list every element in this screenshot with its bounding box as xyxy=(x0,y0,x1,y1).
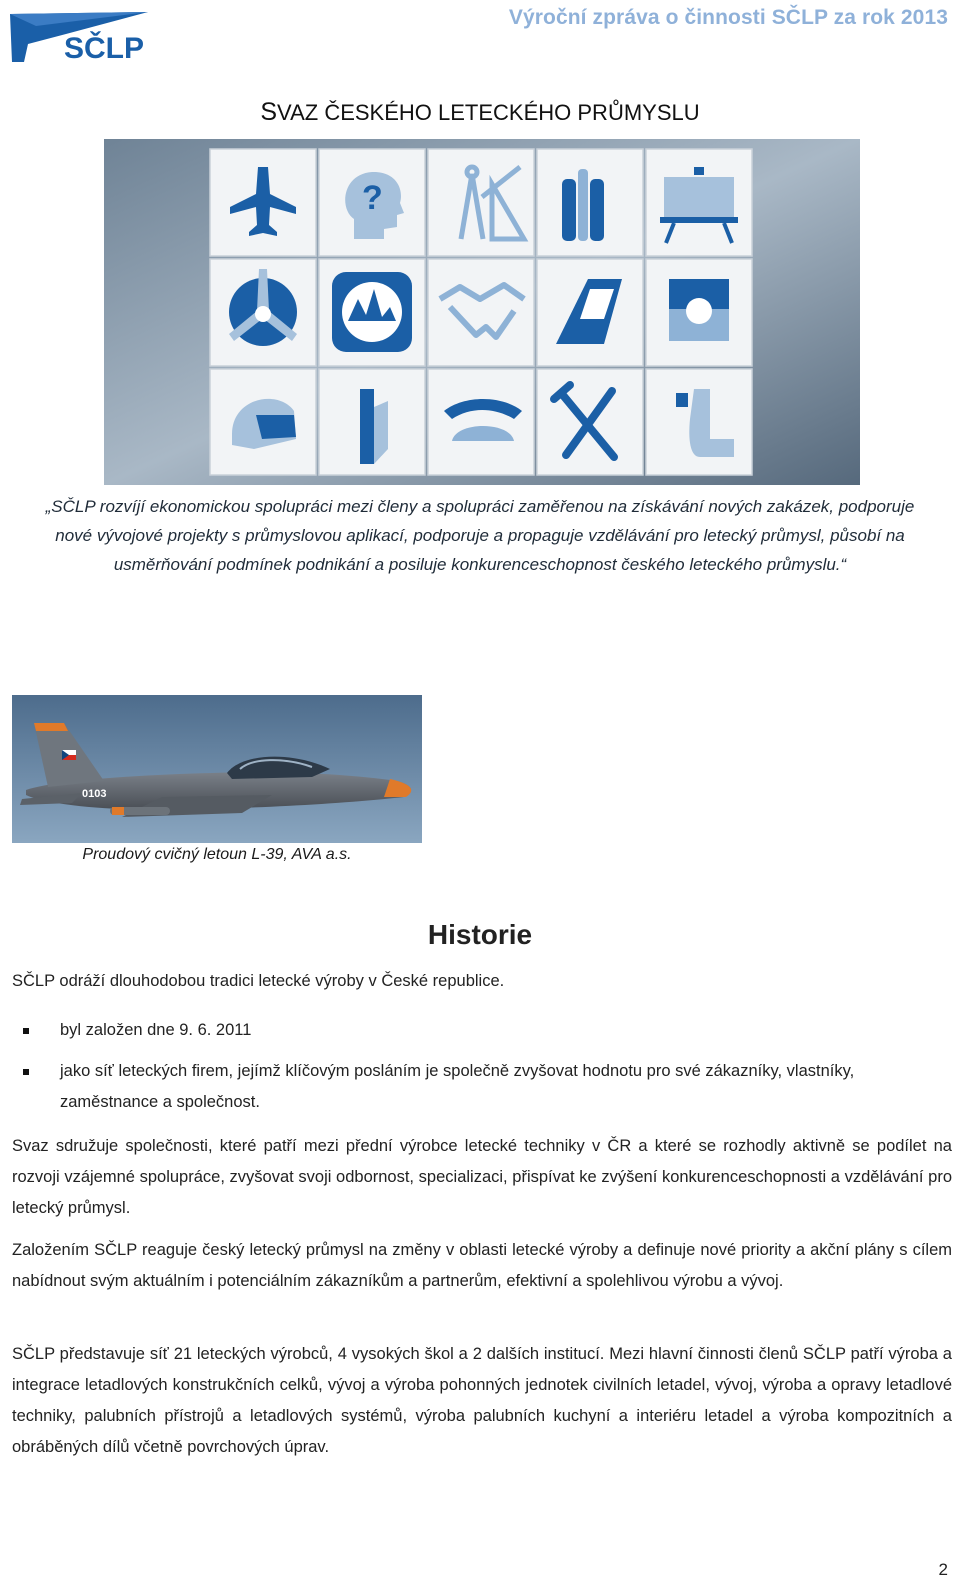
page-title-rest: VAZ ČESKÉHO LETECKÉHO PRŮMYSLU xyxy=(277,100,700,125)
l39-jet-photo xyxy=(12,695,422,843)
historie-bullet-list xyxy=(12,1015,952,1118)
factory-icon xyxy=(562,169,604,241)
jet-caption: Proudový cvičný letoun L-39, AVA a.s. xyxy=(82,846,352,863)
gauge-icon xyxy=(332,272,412,352)
aviation-puzzle-image xyxy=(104,139,860,485)
jet-tail-number: 0103 xyxy=(82,788,107,800)
mission-quote: „SČLP rozvíjí ekonomickou spolupráci mezi členy a spolupráci zaměřenou na získávání nových zakázek, podporuje nové vývojové projekty s průmyslovou aplikací, podporuje a propaguje vzdělávání pro letecký průmysl, působí na usměrňování podmínek podnikání a posiluje konkurenceschopnost českého leteckého průmyslu.“ xyxy=(45,497,915,574)
page-number: 2 xyxy=(938,1560,948,1579)
list-item xyxy=(12,1056,952,1118)
paragraph-svaz: Svaz sdružuje společnosti, které patří mezi přední výrobce letecké techniky v ČR a které se rozhodly aktivně se podílet na rozvoji vzájemné spolupráce, zvyšovat svoji odbornost, specializaci, přispívat ke zvýšení konkurenceschopnosti a vzdělávání pro letecký průmysl. xyxy=(12,1137,952,1217)
paragraph-sit: SČLP představuje síť 21 leteckých výrobců, 4 vysokých škol a 2 dalších institucí. Mezi hlavní činnosti členů SČLP patří výroba a integrace letadlových konstrukčních celků, vývoj a výroba pohonných jednotek civilních letadel, vývoj, výroba a opravy letadlové techniky, palubních přístrojů a letadlových systémů, výroba palubních kuchyní a interiéru letadel a výroba kompozitních a obráběných dílů včetně povrchových úprav. xyxy=(12,1345,952,1456)
bullet-square-icon xyxy=(23,1069,29,1075)
list-item xyxy=(12,1015,952,1046)
svg-text:?: ? xyxy=(362,179,383,217)
page-title-initial: S xyxy=(260,98,278,126)
historie-intro: SČLP odráží dlouhodobou tradici letecké výroby v České republice. xyxy=(12,972,505,990)
list-item-text: jako síť leteckých firem, jejímž klíčovým posláním je společně zvyšovat hodnotu pro své zákazníky, vlastníky, zaměstnance a společnost. xyxy=(60,1062,855,1111)
page-title xyxy=(0,98,960,127)
section-heading-historie: Historie xyxy=(427,919,533,950)
bullet-square-icon xyxy=(23,1028,29,1034)
sclp-logo xyxy=(6,4,156,64)
window-icon xyxy=(669,279,729,341)
list-item-text: byl založen dne 9. 6. 2011 xyxy=(60,1021,252,1039)
logo-text: SČLP xyxy=(64,32,145,64)
paragraph-zalozeni: Založením SČLP reaguje český letecký průmysl na změny v oblasti letecké výroby a definuje nové priority a akční plány s cílem nabídnout svým aktuálním i potenciálním zákazníkům a partnerům, efektivní a spolehlivou výrobu a vývoj. xyxy=(12,1241,952,1290)
report-title: Výroční zpráva o činnosti SČLP za rok 2013 xyxy=(508,6,948,29)
